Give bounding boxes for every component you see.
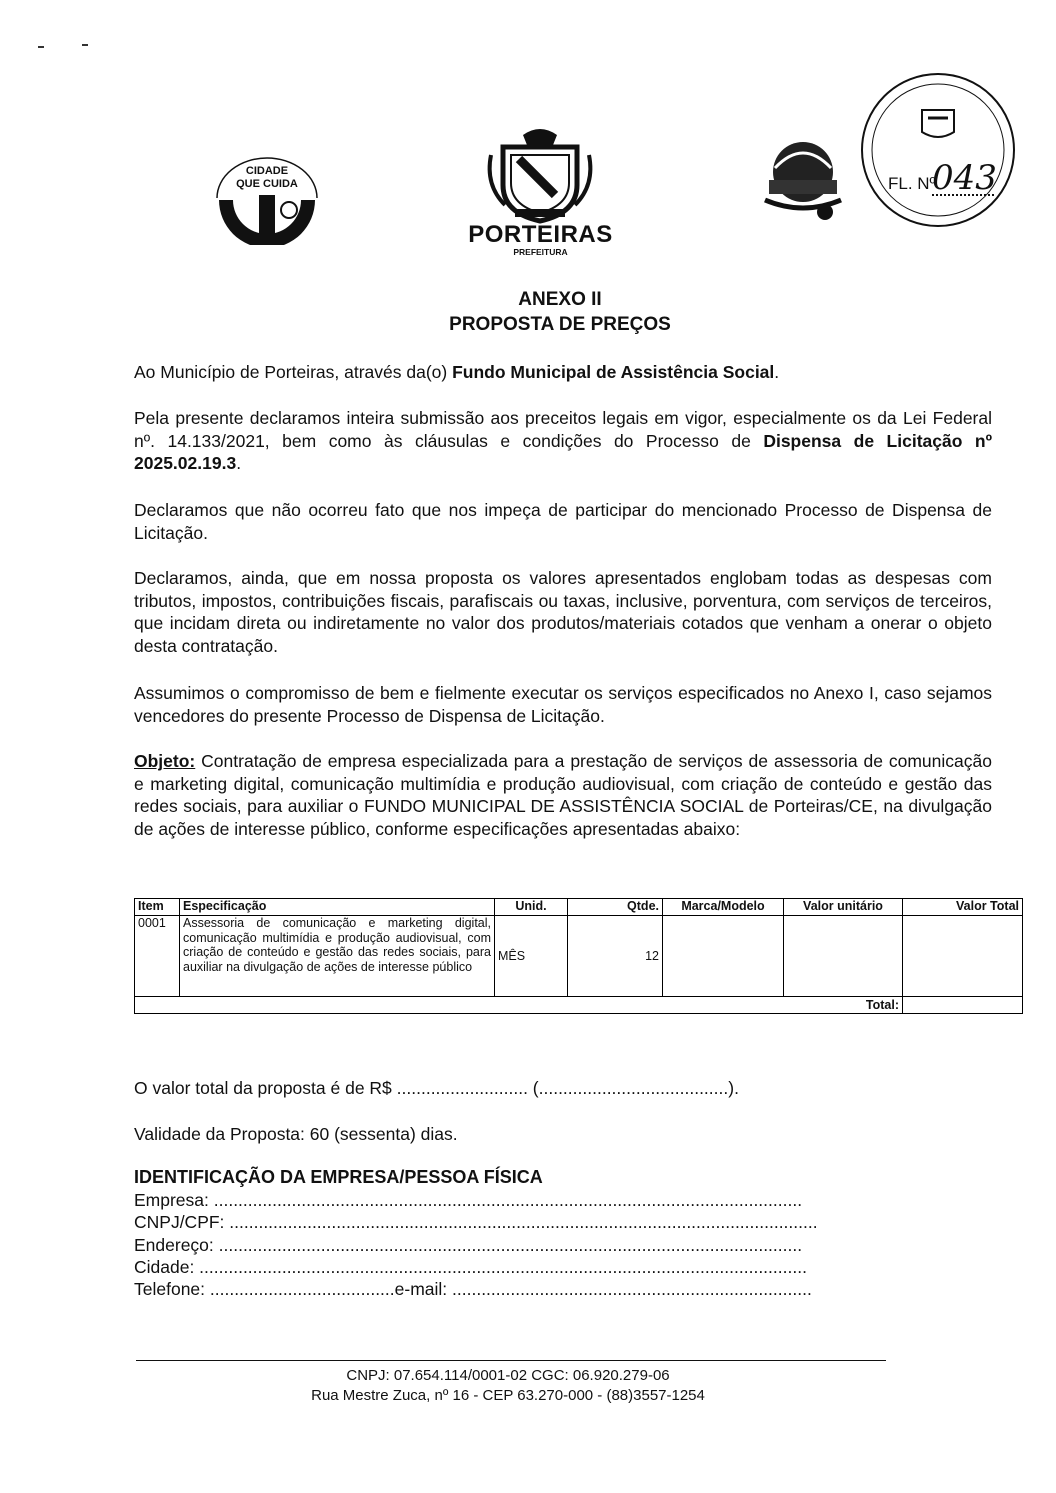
folio-stamp <box>858 70 1018 230</box>
total-value <box>903 997 1023 1014</box>
paragraph-commitment: Assumimos o compromisso de bem e fielmente executar os serviços especificados no Anexo I, caso sejamos vencedores do presente Processo de Dispensa de Licitação. <box>134 683 992 726</box>
paragraph-object <box>134 750 992 840</box>
cell-total <box>903 916 1023 997</box>
object-text: Contratação de empresa especializada para a prestação de serviços de assessoria de comunicação e marketing digital, comunicação multimídia e produção audiovisual, com criação de conteúdo e gestão das redes sociais, para auxiliar o FUNDO MUNICIPAL DE ASSISTÊNCIA SOCIAL de Porteiras/CE, na divulgação de ações de interesse público, conforme especificações apresentadas abaixo: <box>134 751 992 839</box>
cell-qtde: 12 <box>568 916 663 997</box>
th-marca: Marca/Modelo <box>663 899 784 916</box>
logo-center-name: PORTEIRAS <box>468 221 613 248</box>
th-unid: Unid. <box>495 899 568 916</box>
logo-left-line2: QUE CUIDA <box>236 178 298 190</box>
footer-line1: CNPJ: 07.654.114/0001-02 CGC: 06.920.279-06 <box>346 1367 670 1384</box>
identification-heading: IDENTIFICAÇÃO DA EMPRESA/PESSOA FÍSICA <box>134 1167 543 1187</box>
cell-unid: MÊS <box>495 916 568 997</box>
total-label: Total: <box>135 997 903 1014</box>
field-cnpj: CNPJ/CPF: ......................................................................................................................... <box>134 1212 818 1232</box>
th-unit: Valor unitário <box>784 899 903 916</box>
table-total-row <box>135 997 1023 1014</box>
seal-folio-label: FL. Nº <box>888 174 936 193</box>
table-row <box>135 916 1023 997</box>
scan-mark <box>38 46 44 48</box>
logo-center-sub: PREFEITURA <box>513 247 568 257</box>
footer-divider <box>136 1360 886 1361</box>
footer-line2: Rua Mestre Zuca, nº 16 - CEP 63.270-000 - (88)3557-1254 <box>311 1387 705 1404</box>
paragraph-no-impediment: Declaramos que não ocorreu fato que nos impeça de participar do mencionado Processo de Dispensa de Licitação. <box>134 500 992 543</box>
scan-mark <box>82 44 88 46</box>
th-item: Item <box>135 899 180 916</box>
cell-marca <box>663 916 784 997</box>
p2-end: . <box>236 453 242 473</box>
p1-end: . <box>774 362 780 382</box>
p1-bold: Fundo Municipal de Assistência Social <box>452 362 775 382</box>
price-table <box>134 898 1023 1014</box>
field-endereco: Endereço: ........................................................................................................................ <box>134 1235 803 1255</box>
seal-folio-number: 043 <box>932 158 997 198</box>
p2-bold: Dispensa de Licitação nº 2025.02.19.3 <box>134 430 992 473</box>
logo-cidade-que-cuida <box>207 150 327 245</box>
cell-spec: Assessoria de comunicação e marketing digital, comunicação multimídia e produção audiovisual, com criação de conteúdo e gestão das redes sociais, para auxiliar na divulgação de ações de interesse público <box>180 916 495 997</box>
validity-line: Validade da Proposta: 60 (sessenta) dias. <box>134 1124 458 1144</box>
paragraph-addressee <box>134 361 992 384</box>
field-telefone: Telefone: ......................................e-mail: .......................................................................... <box>134 1279 812 1299</box>
th-total: Valor Total <box>903 899 1023 916</box>
cell-item: 0001 <box>135 916 180 997</box>
th-spec: Especificação <box>180 899 495 916</box>
p2-text: Pela presente declaramos inteira submissão aos preceitos legais em vigor, especialmente os da Lei Federal nº. 14.133/2021, bem como às cláusulas e condições do Processo de <box>134 408 992 451</box>
object-label: Objeto: <box>134 751 196 771</box>
title-annex: ANEXO II <box>518 289 602 310</box>
field-empresa: Empresa: ......................................................................................................................... <box>134 1190 803 1210</box>
paragraph-costs: Declaramos, ainda, que em nossa proposta os valores apresentados englobam todas as despesas com tributos, impostos, contribuições fiscais, parafiscais ou taxas, inclusive, porventura, com serviços de terceiros, que incidam direta ou indiretamente no valor dos produtos/materiais cotados que venham a onerar o objeto desta contratação. <box>134 568 992 656</box>
logo-porteiras <box>463 125 618 260</box>
logo-left-line1: CIDADE <box>245 165 289 177</box>
cell-unit <box>784 916 903 997</box>
total-value-line: O valor total da proposta é de R$ ........................... (.......................................). <box>134 1078 739 1098</box>
logo-emblem-25 <box>755 128 855 228</box>
table-header-row <box>135 899 1023 916</box>
p1-text: Ao Município de Porteiras, através da(o) <box>134 362 453 382</box>
seal-folio-dots <box>932 194 994 196</box>
field-cidade: Cidade: ............................................................................................................................. <box>134 1257 807 1277</box>
title-proposal: PROPOSTA DE PREÇOS <box>449 314 671 335</box>
th-qtde: Qtde. <box>568 899 663 916</box>
paragraph-submission <box>134 407 992 475</box>
